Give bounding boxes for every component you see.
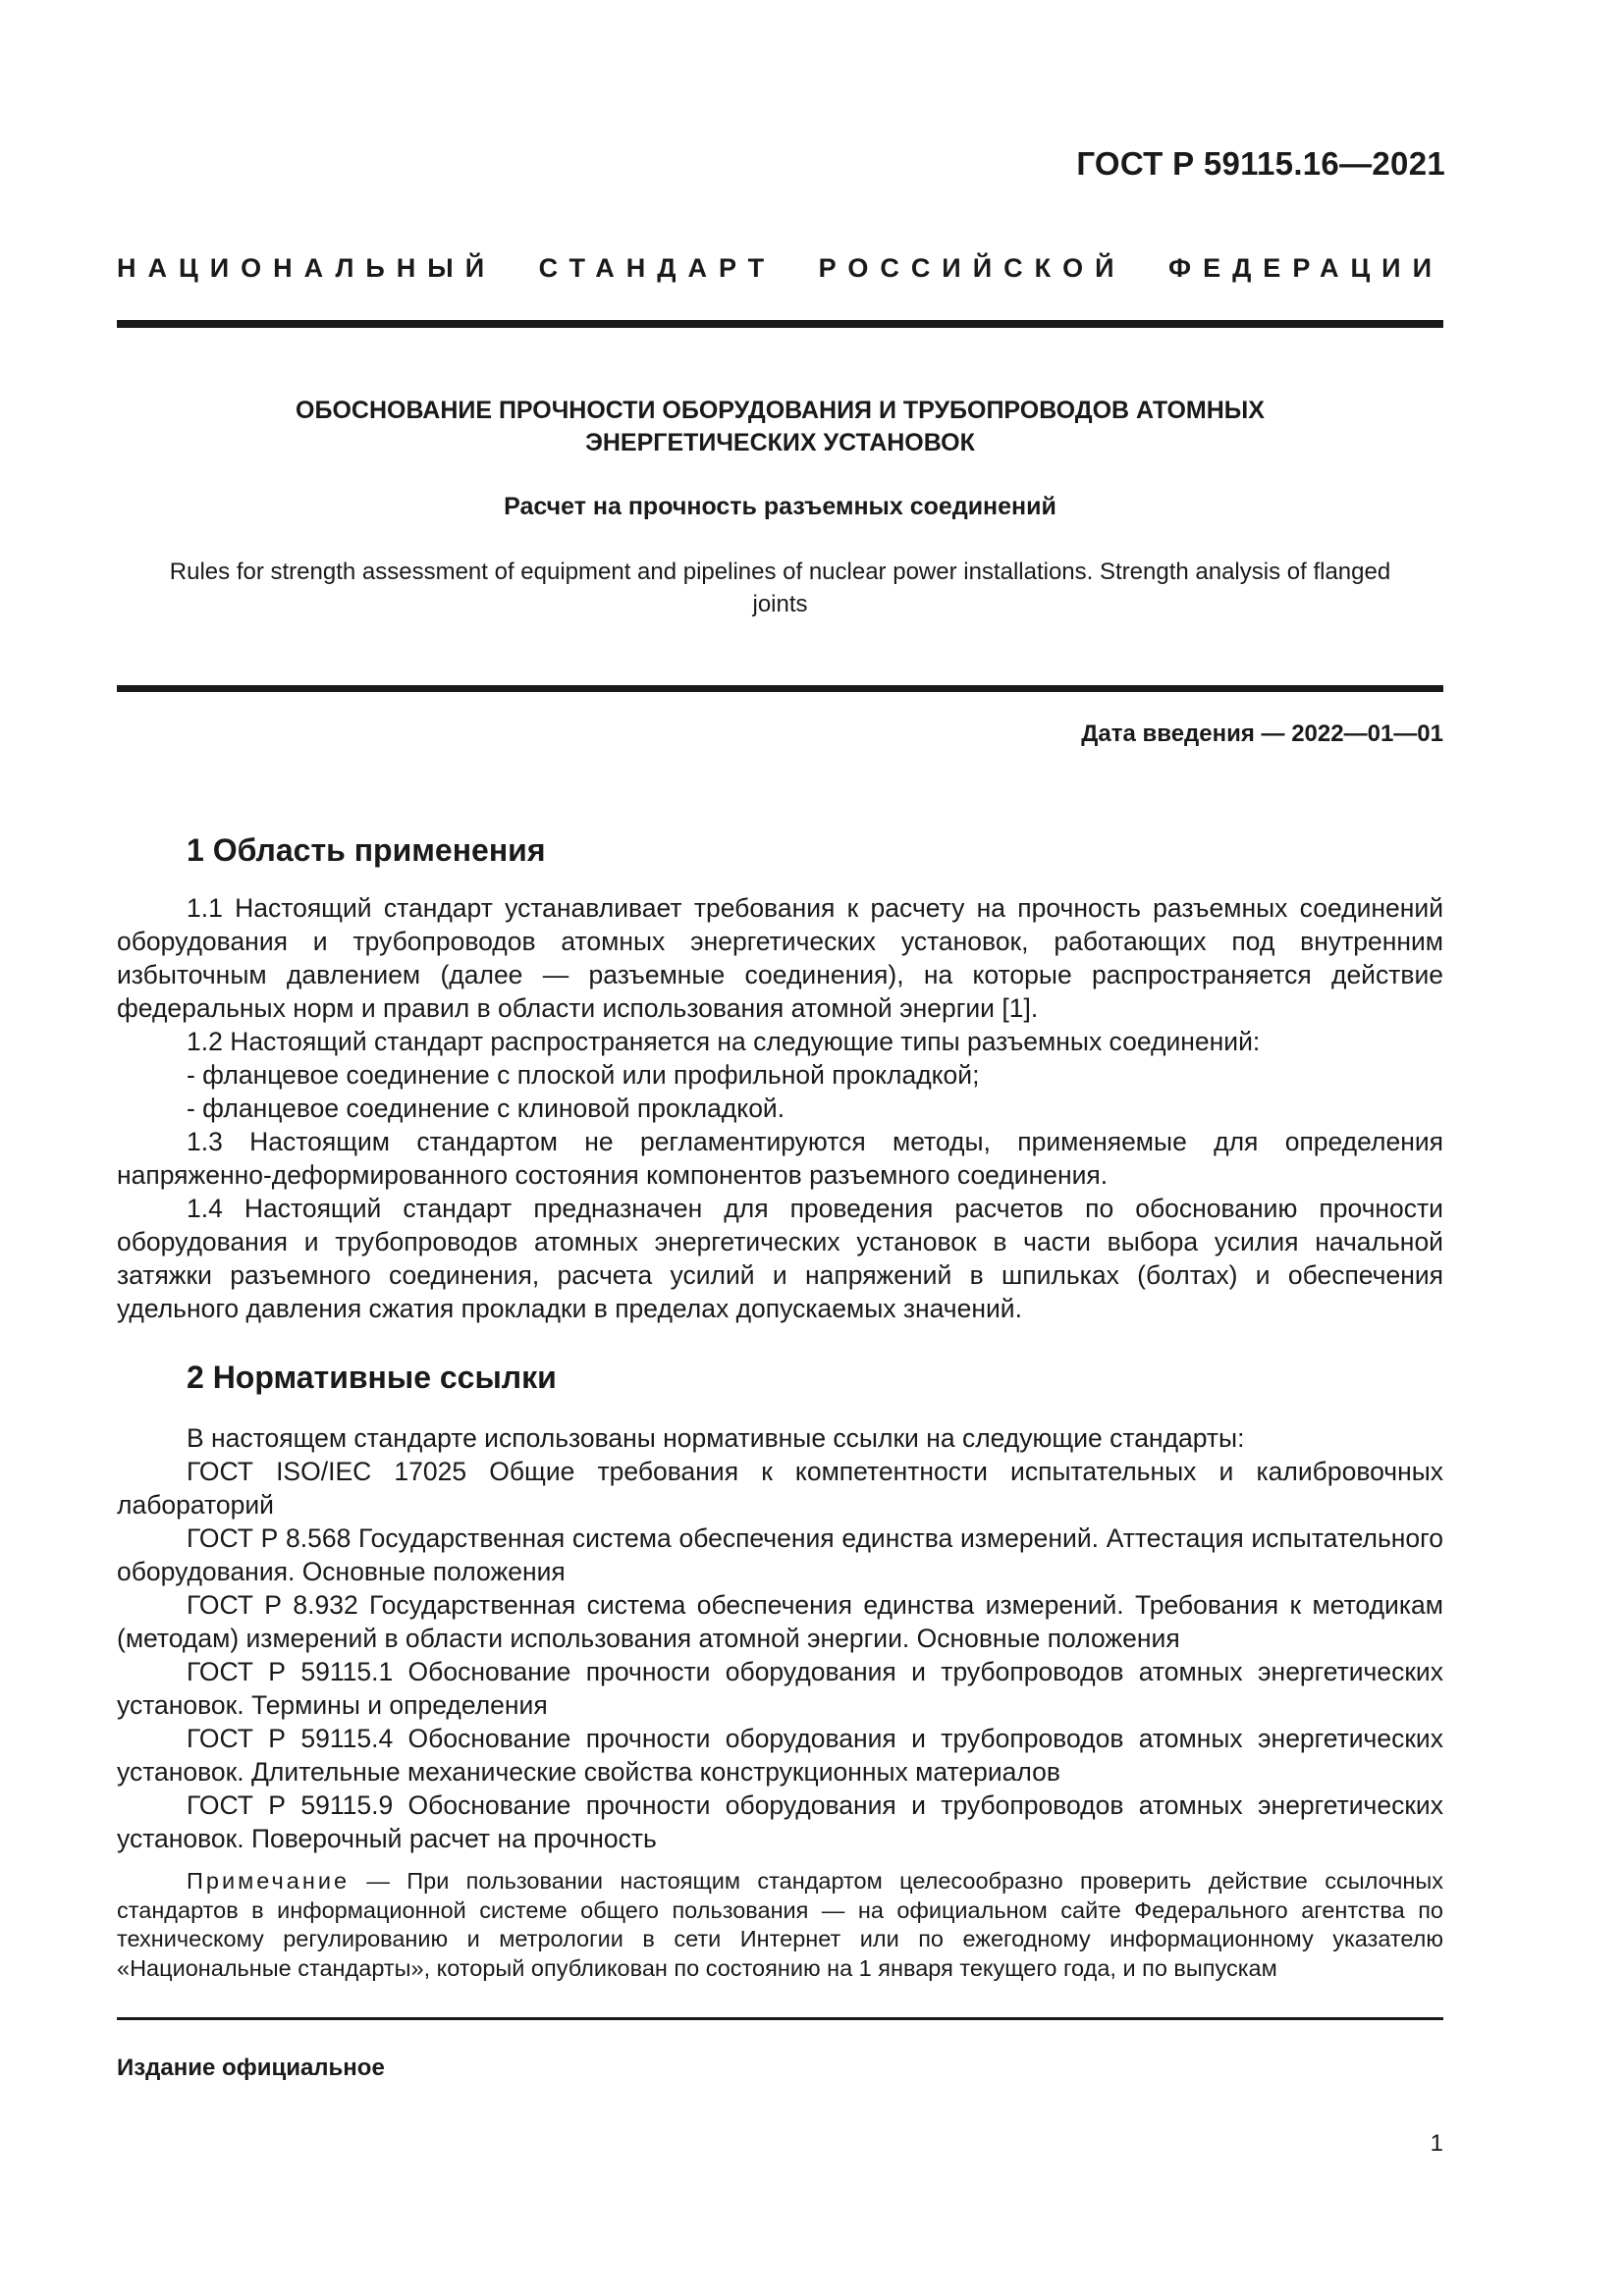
title-divider [117, 685, 1443, 692]
paragraph-1-2: 1.2 Настоящий стандарт распространяется на следующие типы разъемных соединений: [187, 1027, 1261, 1056]
reference-item: ГОСТ Р 59115.1 Обоснование прочности оборудования и трубопроводов атомных энергетических установок. Термины и определения [117, 1657, 1443, 1720]
note-text: — При пользовании настоящим стандартом целесообразно проверить действие ссылочных стандартов в информационной системе общего пользования — на официальном сайте Федерального агентства по техническому регулированию и метрологии в сети Интернет или по ежегодному информационному указателю «Национальные стандарты», который опубликован по состоянию на 1 января текущего года, и по выпускам [117, 1868, 1443, 1981]
reference-item: ГОСТ Р 8.932 Государственная система обеспечения единства измерений. Требования к методикам (методам) измерений в области использования атомной энергии. Основные положения [117, 1590, 1443, 1653]
edition-label: Издание официальное [117, 2055, 385, 2081]
english-title-line2: joints [752, 591, 808, 617]
top-divider [117, 320, 1443, 328]
page-number: 1 [1430, 2130, 1443, 2157]
english-title-line1: Rules for strength assessment of equipment and pipelines of nuclear power installations. Strength analysis of flanged [169, 559, 1391, 585]
document-title [117, 395, 1443, 459]
list-item: - фланцевое соединение с плоской или профильной прокладкой; [187, 1060, 980, 1090]
paragraph-1-3: 1.3 Настоящим стандартом не регламентируются методы, применяемые для определения напряженно-деформированного состояния компонентов разъемного соединения. [117, 1127, 1443, 1190]
document-code: ГОСТ Р 59115.16—2021 [1076, 145, 1445, 182]
section-1-body [117, 891, 1443, 1325]
note-label: Примечание [187, 1868, 351, 1894]
paragraph-1-1: 1.1 Настоящий стандарт устанавливает требования к расчету на прочность разъемных соединений оборудования и трубопроводов атомных энергетических установок, работающих под внутренним избыточным давлением (далее — разъемные соединения), на которые распространяется действие федеральных норм и правил в области использования атомной энергии [1]. [117, 893, 1443, 1023]
section-1-heading: 1 Область применения [187, 832, 546, 868]
list-item: - фланцевое соединение с клиновой прокладкой. [187, 1094, 785, 1123]
section-2-heading: 2 Нормативные ссылки [187, 1360, 557, 1395]
national-standard-banner: НАЦИОНАЛЬНЫЙ СТАНДАРТ РОССИЙСКОЙ ФЕДЕРАЦИИ [117, 253, 1443, 283]
note-paragraph [117, 1867, 1443, 1983]
introduction-date: Дата введения — 2022—01—01 [1081, 721, 1443, 747]
paragraph-1-4: 1.4 Настоящий стандарт предназначен для проведения расчетов по обоснованию прочности оборудования и трубопроводов атомных энергетических установок в части выбора усилия начальной затяжки разъемного соединения, расчета усилий и напряжений в шпильках (болтах) и обеспечения удельного давления сжатия прокладки в пределах допускаемых значений. [117, 1194, 1443, 1323]
document-title-line1: ОБОСНОВАНИЕ ПРОЧНОСТИ ОБОРУДОВАНИЯ И ТРУБОПРОВОДОВ АТОМНЫХ [296, 397, 1265, 424]
reference-item: ГОСТ Р 8.568 Государственная система обеспечения единства измерений. Аттестация испытательного оборудования. Основные положения [117, 1523, 1443, 1586]
document-title-line2: ЭНЕРГЕТИЧЕСКИХ УСТАНОВОК [585, 429, 975, 456]
references-intro: В настоящем стандарте использованы нормативные ссылки на следующие стандарты: [187, 1423, 1245, 1453]
reference-item: ГОСТ Р 59115.4 Обоснование прочности оборудования и трубопроводов атомных энергетических установок. Длительные механические свойства конструкционных материалов [117, 1724, 1443, 1787]
english-title [117, 556, 1443, 620]
footer-divider [117, 2017, 1443, 2020]
reference-item: ГОСТ ISO/IEC 17025 Общие требования к компетентности испытательных и калибровочных лабораторий [117, 1457, 1443, 1520]
document-subtitle: Расчет на прочность разъемных соединений [504, 493, 1056, 520]
reference-item: ГОСТ Р 59115.9 Обоснование прочности оборудования и трубопроводов атомных энергетических установок. Поверочный расчет на прочность [117, 1790, 1443, 1853]
section-2-body [117, 1421, 1443, 1855]
